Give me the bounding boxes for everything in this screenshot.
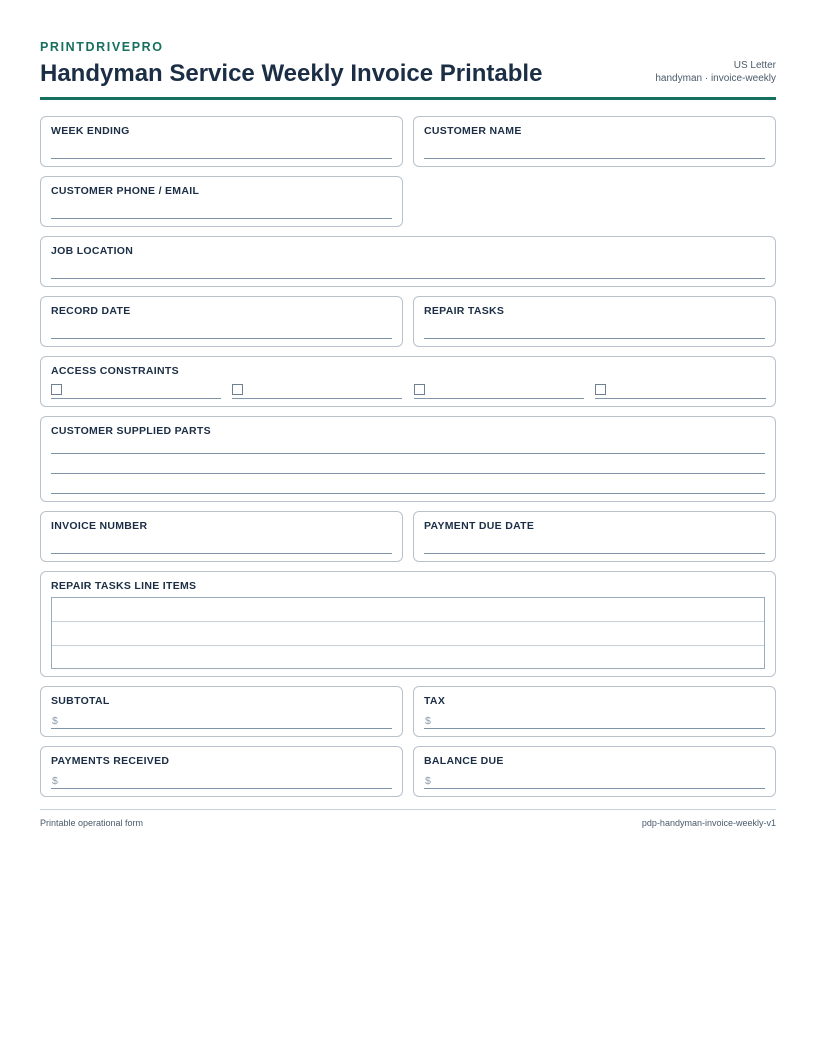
checkbox[interactable] [414,384,425,395]
entry-line [424,728,765,729]
entry-line [51,158,392,159]
field-label: PAYMENTS RECEIVED [51,755,170,767]
entry-line [424,788,765,789]
balance-due-field[interactable] [413,746,776,797]
record-date-field[interactable] [40,296,403,347]
entry-line [424,338,765,339]
form-id: pdp-handyman-invoice-weekly-v1 [641,818,776,828]
entry-line [51,453,765,454]
entry-line [424,158,765,159]
field-label: ACCESS CONSTRAINTS [51,365,179,377]
payment-due-date-field[interactable] [413,511,776,562]
entry-line [424,553,765,554]
table-row[interactable] [52,598,764,621]
footer-left-text: Printable operational form [40,818,144,828]
entry-line [595,398,766,399]
repair-tasks-line-items [40,571,776,677]
repair-tasks-field[interactable] [413,296,776,347]
document-tags: handyman · invoice-weekly [655,73,776,84]
currency-symbol: $ [425,775,431,787]
checkbox[interactable] [232,384,243,395]
currency-symbol: $ [52,715,58,727]
access-constraint-option[interactable] [595,383,766,399]
access-constraint-option[interactable] [232,383,402,399]
field-label: WEEK ENDING [51,125,130,137]
field-label: TAX [424,695,446,707]
payments-received-field[interactable] [40,746,403,797]
field-label: INVOICE NUMBER [51,520,148,532]
footer-rule [40,809,776,810]
field-label: CUSTOMER NAME [424,125,522,137]
entry-line [51,338,392,339]
field-label: SUBTOTAL [51,695,110,707]
entry-line [51,398,221,399]
subtotal-field[interactable] [40,686,403,737]
entry-line [414,398,584,399]
field-label: REPAIR TASKS LINE ITEMS [51,580,197,592]
brand-name: PRINTDRIVEPRO [40,40,164,54]
document-meta [655,59,776,85]
currency-symbol: $ [52,775,58,787]
field-label: CUSTOMER SUPPLIED PARTS [51,425,211,437]
table-row[interactable] [52,645,764,668]
entry-line [51,218,392,219]
customer-name-field[interactable] [413,116,776,167]
field-label: CUSTOMER PHONE / EMAIL [51,185,200,197]
field-label: BALANCE DUE [424,755,504,767]
customer-supplied-parts-field[interactable] [40,416,776,502]
currency-symbol: $ [425,715,431,727]
entry-line [51,788,392,789]
header-rule [40,97,776,100]
entry-line [51,728,392,729]
entry-line [232,398,402,399]
line-items-table [51,597,765,669]
tax-field[interactable] [413,686,776,737]
invoice-page [40,40,776,828]
entry-line [51,473,765,474]
checkbox[interactable] [51,384,62,395]
access-constraint-option[interactable] [414,383,584,399]
job-location-field[interactable] [40,236,776,287]
customer-phone-email-field[interactable] [40,176,403,227]
checkbox[interactable] [595,384,606,395]
access-constraints-field [40,356,776,407]
table-row[interactable] [52,621,764,644]
field-label: JOB LOCATION [51,245,134,257]
paper-size: US Letter [733,60,776,71]
invoice-number-field[interactable] [40,511,403,562]
week-ending-field[interactable] [40,116,403,167]
entry-line [51,493,765,494]
page-title: Handyman Service Weekly Invoice Printable [40,60,543,87]
entry-line [51,278,765,279]
entry-line [51,553,392,554]
field-label: RECORD DATE [51,305,131,317]
field-label: REPAIR TASKS [424,305,505,317]
access-constraint-option[interactable] [51,383,221,399]
field-label: PAYMENT DUE DATE [424,520,535,532]
